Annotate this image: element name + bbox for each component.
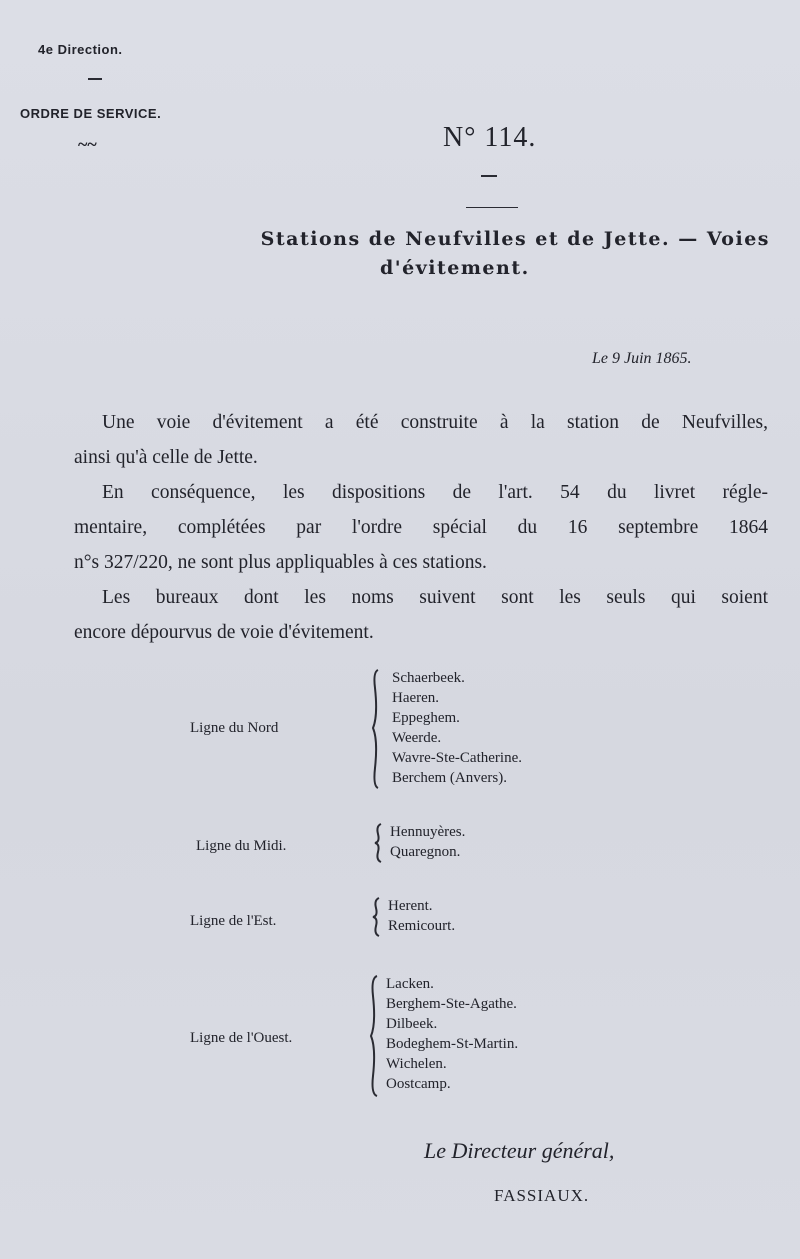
signature-name: FASSIAUX. — [494, 1186, 590, 1205]
signature-title: Le Directeur général, — [424, 1138, 615, 1163]
station-list-ouest — [386, 974, 518, 1094]
order-heading-line1: Stations de Neufvilles et de Jette. — Voies — [260, 228, 770, 250]
order-type-label: ORDRE DE SERVICE. — [20, 106, 162, 121]
line-name-nord: Ligne du Nord — [190, 720, 279, 736]
station-item: Berghem-Ste-Agathe. — [386, 996, 517, 1012]
station-item: Wavre-Ste-Catherine. — [392, 750, 522, 766]
station-list-nord — [392, 668, 522, 788]
station-item: Wichelen. — [386, 1056, 447, 1072]
order-date: Le 9 Juin 1865. — [592, 350, 692, 367]
body-line: n°s 327/220, ne sont plus appliquables à ces stations. — [74, 552, 487, 573]
line-name-ouest: Ligne de l'Ouest. — [190, 1030, 293, 1046]
brace-icon — [372, 822, 386, 864]
body-line: En conséquence, les dispositions de l'art. 54 du livret régle- — [102, 482, 768, 503]
header-dash — [88, 78, 102, 80]
body-line: encore dépourvus de voie d'évitement. — [74, 622, 374, 643]
station-item: Lacken. — [386, 976, 434, 992]
separator-short — [481, 175, 497, 177]
body-line: mentaire, complétées par l'ordre spécial du 16 septembre 1864 — [74, 517, 768, 538]
line-name-est: Ligne de l'Est. — [190, 913, 277, 929]
header-ornament: ~~ — [78, 134, 97, 154]
station-item: Hennuyères. — [390, 824, 466, 840]
station-item: Dilbeek. — [386, 1016, 438, 1032]
order-body — [74, 405, 768, 650]
body-line: ainsi qu'à celle de Jette. — [74, 447, 258, 468]
station-item: Berchem (Anvers). — [392, 770, 507, 786]
station-item: Eppeghem. — [392, 710, 460, 726]
body-line: Une voie d'évitement a été construite à la station de Neufvilles, — [102, 412, 768, 433]
station-item: Oostcamp. — [386, 1076, 451, 1092]
line-name-midi: Ligne du Midi. — [196, 838, 287, 854]
station-item: Herent. — [388, 898, 433, 914]
brace-icon — [370, 896, 384, 938]
station-item: Remicourt. — [388, 918, 456, 934]
order-heading-line2: d'évitement. — [380, 257, 530, 279]
station-list-est — [388, 896, 455, 936]
station-item: Bodeghem-St-Martin. — [386, 1036, 519, 1052]
station-item: Schaerbeek. — [392, 670, 465, 686]
direction-label: 4e Direction. — [38, 42, 123, 57]
brace-icon — [368, 974, 384, 1098]
order-number: N° 114. — [443, 122, 537, 153]
station-list-midi — [390, 822, 465, 862]
station-item: Quaregnon. — [390, 844, 461, 860]
station-item: Haeren. — [392, 690, 440, 706]
body-line: Les bureaux dont les noms suivent sont les seuls qui soient — [102, 587, 768, 608]
station-item: Weerde. — [392, 730, 442, 746]
separator-long — [466, 207, 518, 208]
brace-icon — [370, 668, 386, 790]
